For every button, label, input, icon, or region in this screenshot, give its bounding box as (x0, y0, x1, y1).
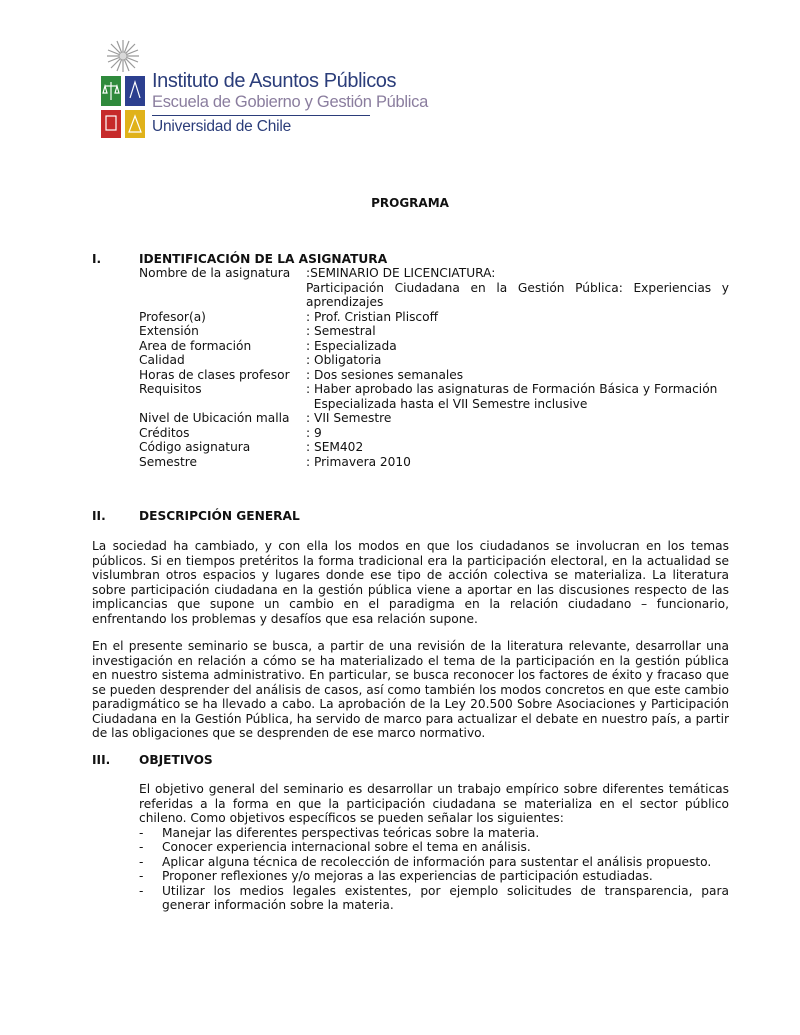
objective-item (139, 826, 729, 841)
objectives-block (139, 782, 729, 913)
ident-row (139, 295, 729, 310)
objectives-intro: El objetivo general del seminario es desarrollar un trabajo empírico sobre diferentes temáticas referidas a la forma en que la participación ciudadana se materializa en el sector público chileno. Como objetivos específicos se pueden señalar los siguientes: (139, 782, 729, 825)
ident-row (139, 266, 729, 281)
objective-item (139, 884, 729, 913)
bullet-dash: - (139, 883, 144, 898)
bullet-dash: - (139, 840, 144, 854)
ident-label: Area de formación (139, 338, 252, 353)
ident-value: : SEM402 (306, 440, 364, 454)
ident-row (139, 281, 729, 296)
ident-row (139, 353, 729, 368)
ident-value: : Primavera 2010 (306, 454, 411, 469)
ident-label: Horas de clases profesor (139, 367, 290, 382)
section-number: I. (92, 252, 102, 266)
ident-value: : Prof. Cristian Pliscoff (306, 309, 438, 324)
ident-label: Créditos (139, 425, 190, 440)
objective-text: Manejar las diferentes perspectivas teóricas sobre la materia. (162, 825, 540, 840)
section-title: DESCRIPCIÓN GENERAL (139, 509, 300, 523)
section-1-heading (92, 252, 387, 266)
ident-label (139, 295, 306, 310)
ident-row (139, 397, 729, 412)
section-number: III. (92, 753, 111, 767)
objective-item (139, 869, 729, 884)
objective-item (139, 840, 729, 855)
bullet-dash: - (139, 869, 144, 883)
ident-row (139, 310, 729, 325)
objective-item (139, 855, 729, 870)
logo-university-name: Universidad de Chile (152, 117, 292, 135)
ident-value: aprendizajes (306, 295, 384, 309)
logo-divider (152, 115, 370, 116)
ident-value: : Haber aprobado las asignaturas de Formación Básica y Formación (306, 382, 718, 396)
ident-label: Nivel de Ubicación malla (139, 411, 290, 425)
section-title: IDENTIFICACIÓN DE LA ASIGNATURA (139, 252, 388, 266)
objective-text: Utilizar los medios legales existentes, por ejemplo solicitudes de transparencia, para generar información sobre la materia. (162, 883, 729, 912)
ident-value: :SEMINARIO DE LICENCIATURA: (306, 266, 496, 280)
objective-text: Conocer experiencia internacional sobre el tema en análisis. (162, 840, 531, 854)
ident-row (139, 324, 729, 339)
section-title: OBJETIVOS (139, 753, 213, 767)
ident-value: : VII Semestre (306, 411, 392, 425)
description-paragraph-2: En el presente seminario se busca, a partir de una revisión de la literatura relevante, desarrollar una investigación en relación a cómo se ha materializado el tema de la participación en la gestión pública en nuestro sistema administrativo. En particular, se busca reconocer los factores de éxito y fracaso que se pueden desprender del análisis de casos, así como también los modos concretos en que este cambio paradigmático se ha llevado a cabo. La aprobación de la Ley 20.500 Sobre Asociaciones y Participación Ciudadana en la Gestión Pública, ha servido de marco para actualizar el debate en nuestro país, a partir de las obligaciones que se desprenden de ese marco normativo. (92, 639, 729, 740)
ident-row (139, 455, 729, 470)
ident-label: Calidad (139, 353, 185, 367)
ident-value: Participación Ciudadana en la Gestión Pública: Experiencias y (306, 280, 729, 295)
section-2-heading (92, 509, 300, 523)
objectives-list (139, 826, 729, 913)
description-paragraph-1: La sociedad ha cambiado, y con ella los modos en que los ciudadanos se involucran en los temas públicos. Si en tiempos pretéritos la forma tradicional era la participación electoral, en la actualidad se vislumbran otros espacios y lugares donde ese tipo de acción colectiva se materializa. La literatura sobre participación ciudadana en la gestión pública viene a aportar en las discusiones respecto de las implicancias que supone un cambio en el paradigma en la relación ciudadano – funcionario, enfrentando los problemas y desafíos que esa relación supone. (92, 539, 729, 626)
ident-value: : Obligatoria (306, 353, 382, 367)
logo-school-name: Escuela de Gobierno y Gestión Pública (152, 93, 428, 111)
ident-row (139, 440, 729, 455)
identification-table (139, 266, 729, 469)
ident-value: : 9 (306, 425, 322, 440)
ident-label: Nombre de la asignatura (139, 266, 291, 280)
objective-text: Aplicar alguna técnica de recolección de información para sustentar el análisis propuesto. (162, 854, 712, 869)
ident-label: Requisitos (139, 382, 202, 396)
objective-text: Proponer reflexiones y/o mejoras a las experiencias de participación estudiadas. (162, 869, 653, 883)
ident-value: : Dos sesiones semanales (306, 367, 464, 382)
ident-row (139, 411, 729, 426)
ident-label (139, 281, 306, 296)
ident-label: Profesor(a) (139, 309, 206, 324)
ident-row (139, 339, 729, 354)
ident-label (139, 397, 306, 412)
document-title: PROGRAMA (371, 196, 449, 210)
section-3-heading (92, 753, 213, 767)
ident-label: Semestre (139, 454, 197, 469)
bullet-dash: - (139, 854, 144, 869)
ident-value: Especializada hasta el VII Semestre inclusive (306, 396, 588, 411)
ident-row (139, 368, 729, 383)
institution-logo (97, 38, 428, 148)
ident-label: Extensión (139, 324, 199, 338)
ident-value: : Especializada (306, 338, 397, 353)
ident-row (139, 382, 729, 397)
university-crest-icon (97, 38, 149, 142)
ident-row (139, 426, 729, 441)
ident-label: Código asignatura (139, 440, 251, 454)
logo-institute-name: Instituto de Asuntos Públicos (152, 70, 397, 92)
section-number: II. (92, 509, 106, 523)
ident-value: : Semestral (306, 324, 376, 338)
bullet-dash: - (139, 825, 144, 840)
